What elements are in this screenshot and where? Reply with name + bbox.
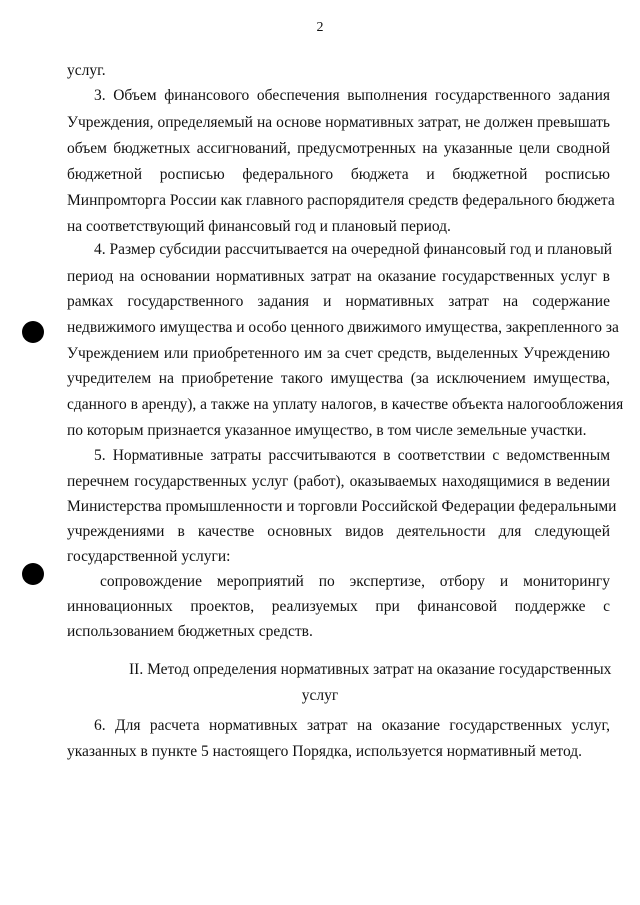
body-line: сданного в аренду), а также на уплату налогов, в качестве объекта налогообложения	[67, 396, 624, 413]
body-line: использованием бюджетных средств.	[67, 623, 313, 640]
body-line: указанных в пункте 5 настоящего Порядка, используется нормативный метод.	[67, 743, 583, 760]
body-line: недвижимого имущества и особо ценного движимого имущества, закрепленного за	[67, 319, 619, 336]
body-line: услуг.	[67, 62, 106, 79]
body-line: 5. Нормативные затраты рассчитываются в соответствии с ведомственным	[94, 447, 610, 464]
body-line: государственной услуги:	[67, 548, 231, 565]
body-line: сопровождение мероприятий по экспертизе, отбору и мониторингу	[100, 573, 610, 590]
body-line: инновационных проектов, реализуемых при финансовой поддержке с	[67, 598, 610, 615]
body-line: Учреждения, определяемый на основе нормативных затрат, не должен превышать	[67, 114, 610, 131]
body-line: 3. Объем финансового обеспечения выполнения государственного задания	[94, 87, 610, 104]
body-line: рамках государственного задания и нормативных затрат на содержание	[67, 293, 610, 310]
body-line: по которым признается указанное имущество, в том числе земельные участки.	[67, 422, 587, 439]
body-line: бюджетной росписью федерального бюджета и бюджетной росписью	[67, 166, 610, 183]
body-line: перечнем государственных услуг (работ), оказываемых находящимися в ведении	[67, 473, 610, 490]
body-line: учредителем на приобретение такого имущества (за исключением имущества,	[67, 370, 610, 387]
body-line: Учреждением или приобретенного им за счет средств, выделенных Учреждению	[67, 345, 610, 362]
body-line: период на основании нормативных затрат на оказание государственных услуг в	[67, 268, 610, 285]
body-line: на соответствующий финансовый год и плановый период.	[67, 218, 451, 235]
body-line: учреждениями в качестве основных видов деятельности для следующей	[67, 523, 610, 540]
section-heading-continued: услуг	[301, 687, 339, 704]
punch-hole-top	[22, 321, 44, 343]
body-line: Министерства промышленности и торговли Российской Федерации федеральными	[67, 498, 617, 515]
body-line: Минпромторга России как главного распорядителя средств федерального бюджета	[67, 192, 615, 209]
punch-hole-bottom	[22, 563, 44, 585]
section-heading: II. Метод определения нормативных затрат на оказание государственных	[129, 661, 612, 678]
body-line: 4. Размер субсидии рассчитывается на очередной финансовый год и плановый	[94, 241, 613, 258]
page-number: 2	[316, 20, 324, 35]
body-line: 6. Для расчета нормативных затрат на оказание государственных услуг,	[94, 717, 610, 734]
body-line: объем бюджетных ассигнований, предусмотренных на указанные цели сводной	[67, 140, 610, 157]
